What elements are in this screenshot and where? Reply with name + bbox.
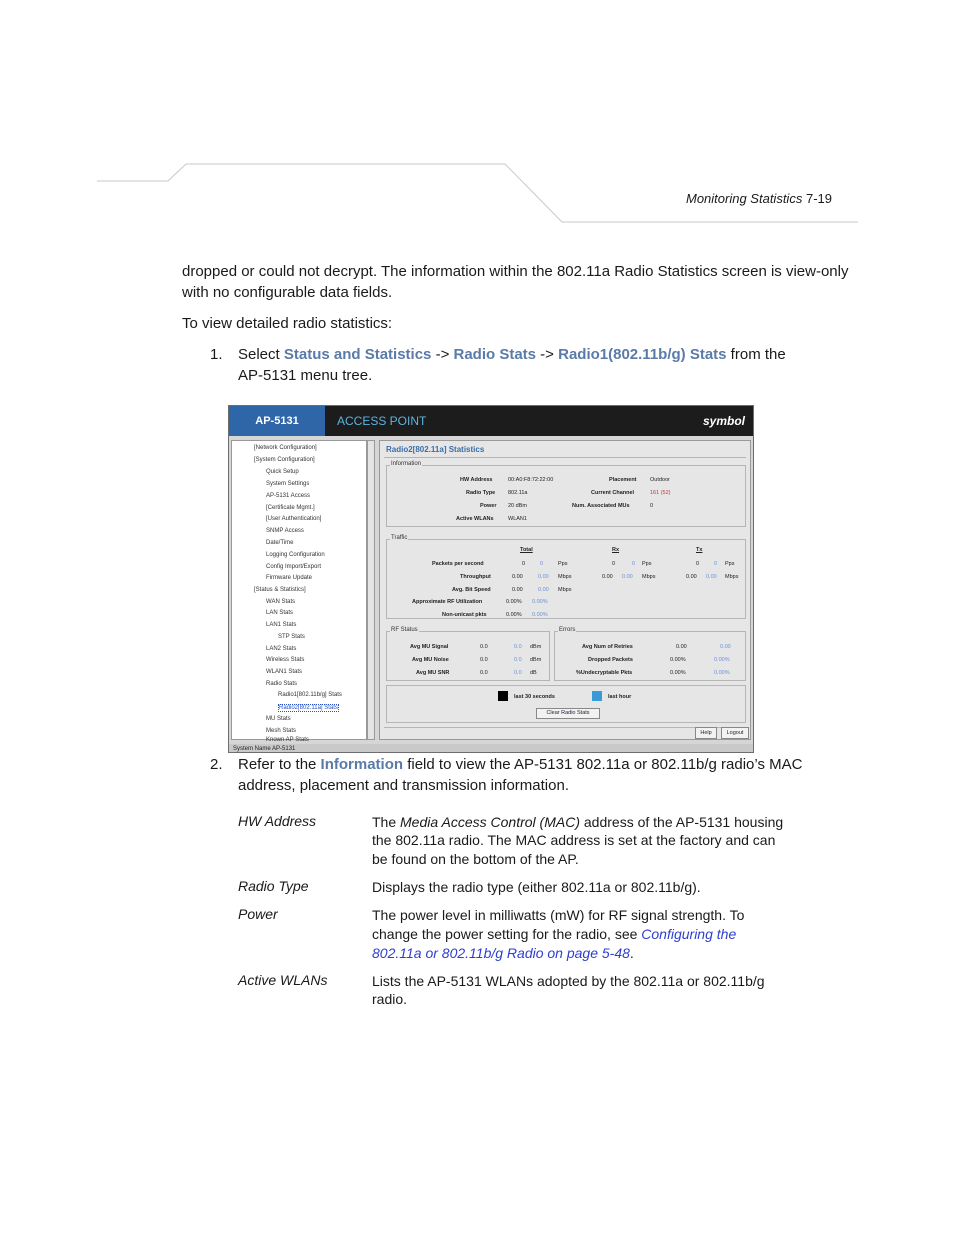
app-banner: [229, 406, 753, 436]
step-1-line-2: AP-5131 menu tree.: [238, 367, 373, 384]
traffic-row-label: Approximate RF Utilization: [412, 599, 483, 605]
traffic-row-label: Packets per second: [432, 561, 484, 567]
tree-item[interactable]: LAN Stats: [266, 610, 294, 616]
link-information[interactable]: Information: [320, 756, 404, 773]
step-1-number: 1.: [210, 346, 223, 363]
traffic-value-avg: 0: [714, 561, 718, 567]
step-2-line-2: address, placement and transmission information.: [238, 777, 569, 794]
title-divider: [384, 457, 746, 458]
traffic-value: 0: [696, 561, 700, 567]
tree-item[interactable]: Wireless Stats: [266, 657, 305, 663]
radio-statistics-screenshot: [228, 405, 754, 753]
traffic-col-rx: Rx: [612, 547, 620, 553]
tree-item-selected[interactable]: Radio2[802.11a] Stats: [279, 705, 338, 711]
link-radio-stats[interactable]: Radio Stats: [453, 346, 537, 363]
placement-value: Outdoor: [650, 477, 670, 483]
def-text: .: [629, 945, 634, 961]
stats-panel: [379, 440, 751, 740]
associated-mus-value: 0: [650, 503, 654, 509]
traffic-row-label: Avg. Bit Speed: [452, 587, 491, 593]
information-group: [386, 465, 746, 527]
traffic-value: 0.00%: [506, 612, 522, 618]
radio-type-label: Radio Type: [466, 490, 496, 496]
step-2-pre: Refer to the: [238, 756, 321, 773]
product-name: AP-5131: [229, 406, 325, 436]
def-text: change the power setting for the radio, see: [372, 926, 642, 942]
legend-hour-label: last hour: [608, 694, 632, 700]
tree-item[interactable]: LAN2 Stats: [266, 646, 297, 652]
traffic-unit: Pps: [642, 561, 652, 567]
hw-address-value: 00:A0:F8:72:22:00: [508, 477, 554, 483]
def-text: address of the AP-5131 housing: [580, 814, 784, 830]
rf-value-avg: 0.0: [514, 644, 522, 650]
tree-item[interactable]: [Status & Statistics]: [254, 587, 306, 593]
rf-row-label: Avg MU SNR: [416, 670, 450, 676]
traffic-row-label: Throughput: [460, 574, 491, 580]
tree-item[interactable]: Logging Configuration: [266, 552, 325, 558]
error-value: 0.00: [676, 644, 687, 650]
intro-line-2: with no configurable data fields.: [182, 284, 393, 301]
tree-item[interactable]: [Network Configuration]: [254, 445, 317, 451]
def-text: The: [372, 814, 401, 830]
symbol-logo: symbol: [702, 414, 745, 428]
legend-30s-swatch: [498, 691, 508, 701]
step-2-text: [238, 754, 802, 775]
footer-divider: [384, 727, 746, 728]
error-row-label: Avg Num of Retries: [582, 644, 633, 650]
current-channel-value: 161 (52): [650, 490, 671, 496]
rf-unit: dBm: [530, 657, 542, 663]
term-active-wlans: Active WLANs: [238, 972, 328, 988]
tree-item[interactable]: LAN1 Stats: [266, 622, 297, 628]
traffic-value: 0.00: [512, 574, 523, 580]
active-wlans-value: WLAN1: [508, 516, 527, 522]
traffic-value-avg: 0.00: [706, 574, 717, 580]
tree-item[interactable]: Firmware Update: [266, 575, 313, 581]
def-radio-type: Displays the radio type (either 802.11a or 802.11b/g).: [372, 879, 701, 895]
error-value-avg: 0.00: [720, 644, 731, 650]
rf-unit: dB: [530, 670, 537, 676]
current-channel-label: Current Channel: [591, 490, 635, 496]
tree-scrollbar[interactable]: [367, 440, 375, 740]
def-power-line-2: [372, 925, 736, 944]
error-row-label: Dropped Packets: [588, 657, 633, 663]
clear-radio-stats-button[interactable]: Clear Radio Stats: [536, 708, 600, 719]
rf-value-avg: 0.0: [514, 670, 522, 676]
error-value-avg: 0.00%: [714, 670, 730, 676]
step-2-number: 2.: [210, 756, 223, 773]
active-wlans-label: Active WLANs: [456, 516, 494, 522]
rf-row-label: Avg MU Noise: [412, 657, 449, 663]
traffic-value: 0: [522, 561, 526, 567]
help-button[interactable]: Help: [695, 727, 717, 739]
def-hw-address-line-2: the 802.11a radio. The MAC address is set at the factory and can: [372, 832, 776, 848]
rf-unit: dBm: [530, 644, 542, 650]
link-configuring-radio[interactable]: Configuring the: [641, 926, 737, 942]
intro-line-3: To view detailed radio statistics:: [182, 315, 393, 332]
traffic-unit: Mbps: [558, 587, 572, 593]
term-hw-address: HW Address: [238, 813, 317, 829]
error-value: 0.00%: [670, 670, 686, 676]
rf-value: 0.0: [480, 644, 488, 650]
rf-value: 0.0: [480, 670, 488, 676]
traffic-value: 0: [612, 561, 616, 567]
error-value-avg: 0.00%: [714, 657, 730, 663]
logout-button[interactable]: Logout: [721, 727, 749, 739]
traffic-title: Traffic: [391, 535, 408, 541]
hw-address-label: HW Address: [460, 477, 493, 483]
intro-line-1: dropped or could not decrypt. The information within the 802.11a Radio Statistics screen is view-only: [182, 263, 849, 280]
term-radio-type: Radio Type: [238, 878, 309, 894]
traffic-unit: Mbps: [642, 574, 656, 580]
page-number: 7-19: [806, 191, 833, 206]
errors-title: Errors: [559, 627, 576, 633]
step-1-text: [238, 344, 786, 365]
tree-item[interactable]: Mesh Stats: [266, 728, 297, 734]
running-header: Monitoring Statistics: [686, 191, 803, 206]
rf-status-group: [386, 631, 550, 681]
legend-hour-swatch: [592, 691, 602, 701]
def-hw-address-line-3: be found on the bottom of the AP.: [372, 851, 579, 867]
tree-item[interactable]: Radio Stats: [266, 681, 298, 687]
error-value: 0.00%: [670, 657, 686, 663]
arrow-2: ->: [536, 346, 559, 363]
traffic-value-avg: 0: [540, 561, 544, 567]
tree-item[interactable]: AP-5131 Access: [266, 493, 311, 499]
step-1-tail: from the: [726, 346, 786, 363]
def-power-line-3: [372, 944, 634, 963]
power-label: Power: [480, 503, 497, 509]
traffic-row-label: Non-unicast pkts: [442, 612, 487, 618]
arrow-1: ->: [431, 346, 454, 363]
menu-tree: [231, 440, 367, 743]
tree-item[interactable]: System Settings: [266, 481, 310, 487]
def-italic: Media Access Control (MAC): [400, 814, 580, 830]
rf-value: 0.0: [480, 657, 488, 663]
traffic-unit: Pps: [558, 561, 568, 567]
tree-item[interactable]: [Certificate Mgmt.]: [266, 505, 315, 511]
error-row-label: %Undecryptable Pkts: [576, 670, 633, 676]
step-2-post: field to view the AP-5131 802.11a or 802.11b/g radio’s MAC: [403, 756, 803, 773]
tree-item[interactable]: Date/Time: [266, 540, 294, 546]
traffic-value-avg: 0.00: [622, 574, 633, 580]
tree-item[interactable]: [User Authentication]: [266, 516, 322, 522]
radio-type-value: 802.11a: [508, 490, 528, 496]
traffic-value-avg: 0.00%: [532, 599, 548, 605]
link-status-statistics[interactable]: Status and Statistics: [283, 346, 432, 363]
step-1-select: Select: [238, 346, 284, 363]
traffic-value: 0.00: [686, 574, 697, 580]
legend-30s-label: last 30 seconds: [514, 694, 555, 700]
tree-item[interactable]: WLAN1 Stats: [266, 669, 303, 675]
tree-item[interactable]: Known AP Stats: [266, 737, 309, 743]
traffic-unit: Mbps: [558, 574, 572, 580]
traffic-value: 0.00%: [506, 599, 522, 605]
traffic-value-avg: 0: [632, 561, 636, 567]
rf-value-avg: 0.0: [514, 657, 522, 663]
traffic-value: 0.00: [512, 587, 523, 593]
panel-title: Radio2[802.11a] Statistics: [386, 445, 485, 454]
product-subtitle: ACCESS POINT: [337, 414, 427, 428]
power-value: 20 dBm: [508, 503, 527, 509]
traffic-value: 0.00: [602, 574, 613, 580]
def-active-wlans-line-2: radio.: [372, 991, 408, 1007]
rf-row-label: Avg MU Signal: [410, 644, 449, 650]
traffic-value-avg: 0.00: [538, 587, 549, 593]
tree-item[interactable]: STP Stats: [278, 634, 305, 640]
def-power-line-1: The power level in milliwatts (mW) for RF signal strength. To: [372, 907, 745, 923]
traffic-col-total: Total: [520, 547, 533, 553]
tree-item[interactable]: Quick Setup: [266, 469, 299, 475]
tree-item[interactable]: WAN Stats: [266, 599, 296, 605]
traffic-value-avg: 0.00%: [532, 612, 548, 618]
def-hw-address-line-1: [372, 813, 783, 832]
traffic-col-tx: Tx: [696, 547, 703, 553]
tree-item[interactable]: SNMP Access: [266, 528, 304, 534]
tree-item[interactable]: MU Stats: [266, 716, 291, 722]
tree-item[interactable]: Config Import/Export: [266, 564, 322, 570]
def-active-wlans-line-1: Lists the AP-5131 WLANs adopted by the 802.11a or 802.11b/g: [372, 973, 765, 989]
status-bar: System Name AP-5131: [229, 744, 753, 753]
traffic-unit: Pps: [725, 561, 735, 567]
tree-item[interactable]: Radio1[802.11b/g] Stats: [278, 692, 342, 698]
link-configuring-radio-page[interactable]: 802.11a or 802.11b/g Radio on page 5-48: [372, 945, 630, 961]
placement-label: Placement: [609, 477, 637, 483]
associated-mus-label: Num. Associated MUs: [572, 503, 630, 509]
term-power: Power: [238, 906, 278, 922]
information-title: Information: [391, 461, 422, 467]
link-radio1-stats[interactable]: Radio1(802.11b/g) Stats: [558, 346, 727, 363]
rf-status-title: RF Status: [391, 627, 418, 633]
tree-item[interactable]: [System Configuration]: [254, 457, 315, 463]
traffic-value-avg: 0.00: [538, 574, 549, 580]
traffic-unit: Mbps: [725, 574, 739, 580]
